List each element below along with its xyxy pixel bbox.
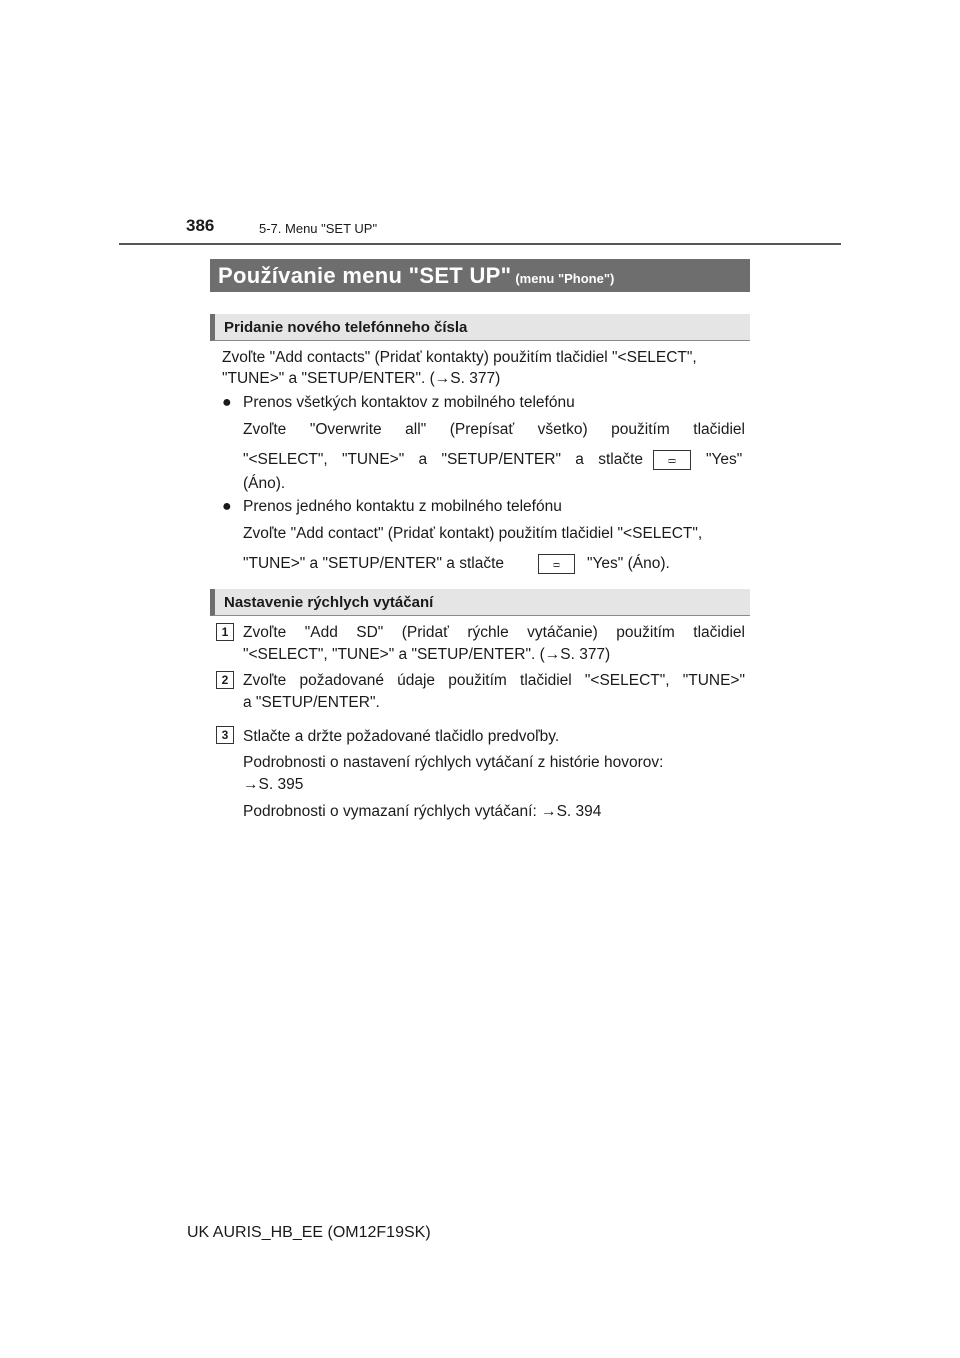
step-number-box: 2 <box>216 671 234 689</box>
section-subtitle: (menu "Phone") <box>515 270 615 286</box>
bullet-text-line: Zvoľte "Add contact" (Pridať kontakt) použitím tlačidiel "<SELECT", <box>243 525 703 542</box>
bullet-title: Prenos jedného kontaktu z mobilného telefónu <box>243 498 562 515</box>
intro-line-2: "TUNE>" a "SETUP/ENTER". (→S. 377) <box>222 370 501 387</box>
step-text-line: Zvoľte požadované údaje použitím tlačidiel "<SELECT", "TUNE>" <box>243 672 745 689</box>
bullet-title: Prenos všetkých kontaktov z mobilného telefónu <box>243 394 575 411</box>
bullet-text-line: "<SELECT", "TUNE>" a "SETUP/ENTER" a stlačte <box>243 451 643 468</box>
bullet-text-line: (Áno). <box>243 475 286 492</box>
header-rule <box>119 243 841 245</box>
footer-doc-id: UK AURIS_HB_EE (OM12F19SK) <box>187 1224 431 1241</box>
note-text: Podrobnosti o vymazaní rýchlych vytáčaní: →S. 394 <box>243 803 602 820</box>
bullet-text-line: "Yes" (Áno). <box>587 555 670 572</box>
chapter-title: 5-7. Menu "SET UP" <box>259 221 378 236</box>
step-text-line: "<SELECT", "TUNE>" a "SETUP/ENTER". (→S. 377) <box>243 646 611 663</box>
page-number: 386 <box>186 216 215 235</box>
subheading-speed-dial: Nastavenie rýchlych vytáčaní <box>210 589 750 616</box>
step-number-box: 3 <box>216 726 234 744</box>
bullet-text-line: Zvoľte "Overwrite all" (Prepísať všetko) použitím tlačidiel <box>243 421 745 438</box>
hands-free-button-icon <box>653 450 691 470</box>
step-text-line: Zvoľte "Add SD" (Pridať rýchle vytáčanie) použitím tlačidiel <box>243 624 745 641</box>
note-text: →S. 395 <box>243 776 304 793</box>
bullet-text-line: "Yes" <box>706 451 743 468</box>
note-text: Podrobnosti o nastavení rýchlych vytáčaní z histórie hovorov: <box>243 754 664 771</box>
hands-free-button-icon <box>538 554 575 574</box>
bullet-icon: ● <box>222 394 232 411</box>
intro-line-1: Zvoľte "Add contacts" (Pridať kontakty) použitím tlačidiel "<SELECT", <box>222 349 697 366</box>
step-number-box: 1 <box>216 623 234 641</box>
step-text-line: Stlačte a držte požadované tlačidlo predvoľby. <box>243 728 560 745</box>
step-text-line: a "SETUP/ENTER". <box>243 694 380 711</box>
section-title: Používanie menu "SET UP" <box>218 262 512 288</box>
section-title-bar <box>210 259 750 292</box>
bullet-text-line: "TUNE>" a "SETUP/ENTER" a stlačte <box>243 555 505 572</box>
subheading-add-number: Pridanie nového telefónneho čísla <box>210 314 750 341</box>
bullet-icon: ● <box>222 498 232 515</box>
